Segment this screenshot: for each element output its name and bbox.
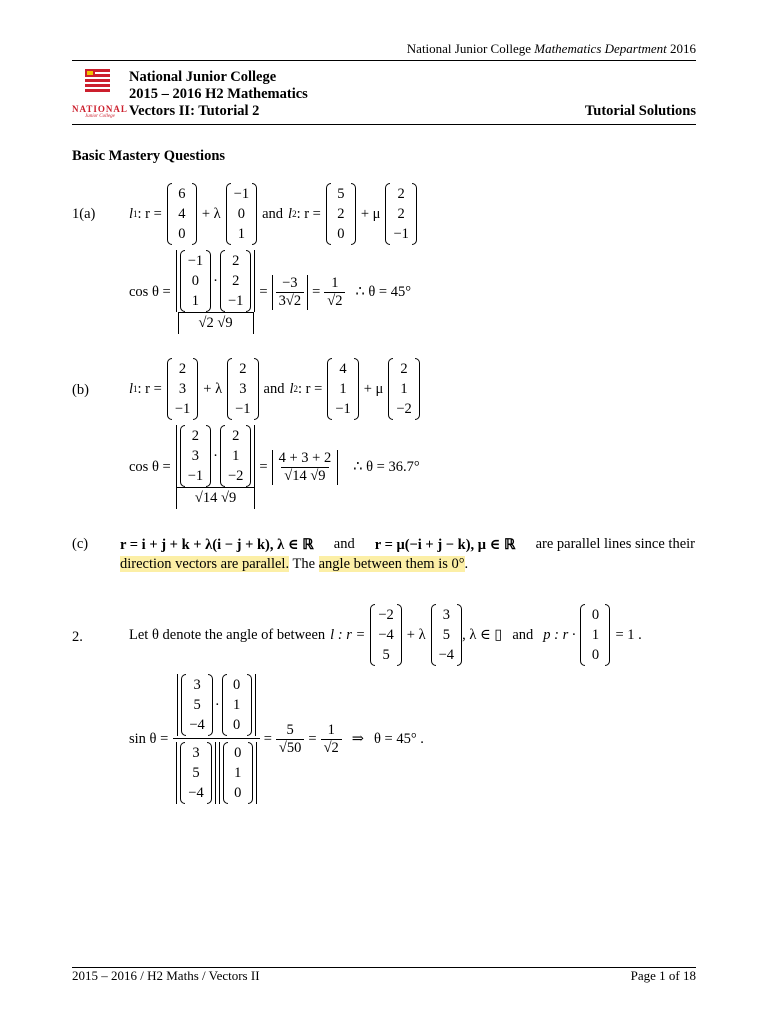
matrix-cell: 1 [191,293,200,309]
matrix-cell: −1 [235,401,251,417]
dir-vector-2 [220,425,251,487]
q1a-point-1 [167,183,197,245]
fraction-denominator: √14 √9 [281,467,328,485]
matrix-cell: −1 [393,226,409,242]
cos-fraction [176,250,256,334]
matrix-cell: 0 [337,226,345,242]
l1-symbol: l [129,380,134,397]
equals-sign: = [312,283,321,300]
matrix-cell: −4 [189,717,205,733]
matrix-cell: 1 [234,765,242,781]
matrix-cell: −1 [174,401,191,417]
equals-sign: = [263,730,272,747]
q1c-line-2 [120,556,468,573]
q2-normal [580,604,610,666]
matrix-cell: 0 [237,206,246,222]
fraction-numerator: 4 + 3 + 2 [278,449,332,466]
sin-fraction [173,674,259,804]
matrix-cell: 2 [337,206,345,222]
q1c-line-1 [120,536,695,554]
l1-symbol: l [129,205,134,222]
matrix-cell: 4 [339,361,347,377]
sin-simplified-fraction [321,722,342,757]
l1-subscript: 1 [133,384,138,394]
matrix-cell: 5 [193,697,201,713]
matrix-cell: −4 [378,627,394,643]
section-title: Basic Mastery Questions [72,148,226,164]
matrix-cell: 5 [382,647,390,663]
matrix-cell: 3 [178,381,187,397]
l1-colon-r: : r = [137,380,162,397]
q2-conclusion: θ = 45° . [373,730,424,747]
matrix-cell: 2 [232,428,240,444]
matrix-cell: 2 [232,253,240,269]
title-line-1: National Junior College [129,69,277,85]
matrix-cell: 5 [337,186,345,202]
dir-vector [181,674,212,736]
and-text: and [263,380,285,397]
matrix-cell: 1 [232,448,240,464]
matrix-cell: 2 [397,186,405,202]
matrix-cell: −4 [438,647,455,663]
college-logo [72,68,128,120]
q1c-period: . [464,556,469,572]
l2-subscript: 2 [292,209,297,219]
plus-mu: + μ [360,205,381,222]
header-rule [72,60,696,61]
l1-colon-r: : r = [137,205,162,222]
and-text: and [512,626,534,643]
matrix-cell: −1 [335,401,351,417]
matrix-cell: 2 [400,361,408,377]
fraction-denominator: √50 [276,739,304,757]
dir-vector-1 [180,425,211,487]
matrix-cell: 4 [178,206,186,222]
q1c-connector-text: The [289,556,319,572]
q1a-direction-2 [385,183,416,245]
logo-text: NATIONAL [72,104,128,114]
equals-sign: = [308,730,317,747]
line-equation-1: r = i + j + k + λ(i − j + k), λ ∈ ℝ [120,537,314,553]
matrix-cell: 3 [239,381,247,397]
matrix-cell: 1 [233,697,241,713]
q1b-direction-2 [388,358,419,420]
q2-point [370,604,401,666]
line-equation-2: r = μ(−i + j − k), μ ∈ ℝ [374,537,516,553]
q1b-cos-working [129,425,420,509]
implies-arrow: ⇒ [351,730,364,747]
abs-fraction [272,450,339,485]
and-text: and [333,536,355,552]
cos-theta: cos θ = [129,458,171,475]
cos-denominator: √14 √9 [176,487,255,509]
matrix-cell: 0 [591,647,600,663]
matrix-cell: 0 [234,785,242,801]
q1b-point-2 [327,358,358,420]
dot-operator: · [213,272,218,289]
q1c-label: (c) [72,536,89,552]
matrix-cell: 5 [192,765,200,781]
l2-subscript: 2 [293,384,299,394]
dir-vector-magnitude [180,742,211,804]
fraction-numerator: 1 [327,721,335,738]
matrix-cell: 1 [237,226,246,242]
plus-mu: + μ [363,380,384,397]
cos-fraction [176,425,256,509]
matrix-cell: 0 [234,745,242,761]
highlight-angle-zero: angle between them is 0° [318,556,465,572]
q1a-direction-1 [226,183,257,245]
normal-vector-magnitude [223,742,253,804]
q1a-label: 1(a) [72,206,96,222]
matrix-cell: 3 [442,607,450,623]
plus-lambda: + λ [406,626,426,643]
running-head-plain: National Junior College [406,41,535,56]
matrix-cell: −1 [187,468,204,484]
running-head [407,41,696,57]
tutorial-solutions-label: Tutorial Solutions [584,103,696,119]
plane-p-text: p : r · [543,626,576,643]
logo-subtext: Junior College [85,114,115,119]
q2-sin-working [129,674,424,804]
matrix-cell: 0 [591,607,600,623]
matrix-cell: −1 [227,293,244,309]
matrix-cell: −2 [378,607,394,623]
l2-symbol: l [288,205,293,222]
dot-operator: · [214,696,220,713]
matrix-cell: 2 [232,273,240,289]
sin-value-fraction [276,722,304,757]
highlight-direction-parallel: direction vectors are parallel. [120,556,290,572]
matrix-cell: −2 [227,468,244,484]
cos-denominator: √2 √9 [178,312,254,334]
q1a-cos-working [129,250,411,334]
q1a-point-2 [326,183,356,245]
q2-label: 2. [72,629,83,645]
matrix-cell: 0 [191,273,200,289]
dir-vector-2 [220,250,251,312]
fraction-denominator: √2 [321,739,342,757]
footer-left: 2015 – 2016 / H2 Maths / Vectors II [72,968,260,983]
title-line-2: 2015 – 2016 H2 Mathematics [129,86,308,102]
matrix-cell: 3 [191,448,200,464]
page-number: Page 1 of 18 [630,968,696,983]
fraction-denominator: √2 [324,292,345,310]
matrix-cell: −2 [396,401,412,417]
running-head-year: 2016 [666,41,696,56]
fraction-numerator: 5 [286,721,294,738]
running-head-italic: Mathematics Department [534,41,667,56]
l1-subscript: 1 [133,209,138,219]
matrix-cell: 1 [339,381,347,397]
matrix-cell: 1 [591,627,600,643]
fraction-numerator: 1 [331,274,339,291]
l2-colon-r: : r = [298,380,323,397]
q1c-statement: are parallel lines since their [535,536,695,552]
cos-theta: cos θ = [129,283,171,300]
q1a-conclusion: ∴ θ = 45° [355,283,412,300]
q1b-label: (b) [72,382,89,398]
q1a-lines [129,183,417,245]
matrix-cell: 0 [233,677,241,693]
q2-statement [129,604,642,666]
matrix-cell: 3 [192,745,200,761]
dir-vector-1 [180,250,211,312]
matrix-cell: 5 [442,627,450,643]
q2-direction [431,604,462,666]
title-rule [72,124,696,125]
plane-equals-one: = 1 . [615,626,642,643]
title-line-3: Vectors II: Tutorial 2 [129,103,260,119]
sin-theta: sin θ = [129,730,169,747]
q1b-direction-1 [227,358,258,420]
q1b-conclusion: ∴ θ = 36.7° [353,458,420,475]
abs-fraction [272,275,308,310]
and-text: and [262,205,284,222]
matrix-cell: 2 [178,361,187,377]
line-l-text: l : r = [330,626,366,643]
q2-text: Let θ denote the angle of between [129,626,326,643]
q1b-point-1 [167,358,198,420]
matrix-cell: 6 [178,186,186,202]
simplified-fraction [324,275,345,310]
l2-colon-r: : r = [296,205,321,222]
matrix-cell: −1 [187,253,204,269]
equals-sign: = [259,283,268,300]
fraction-numerator: −3 [282,274,298,291]
matrix-cell: 3 [193,677,201,693]
matrix-cell: 2 [191,428,200,444]
fraction-denominator: 3√2 [276,292,304,310]
l2-symbol: l [289,380,294,397]
matrix-cell: 2 [239,361,247,377]
normal-vector [222,674,252,736]
q1b-lines [129,358,420,420]
dot-operator: · [213,447,218,464]
matrix-cell: 2 [397,206,405,222]
equals-sign: = [259,458,268,475]
plus-lambda: + λ [201,205,221,222]
matrix-cell: 1 [400,381,408,397]
matrix-cell: 0 [233,717,241,733]
plus-lambda: + λ [203,380,223,397]
matrix-cell: −1 [233,186,250,202]
matrix-cell: −4 [188,785,204,801]
lambda-domain: , λ ∈ ▯ [462,626,503,643]
matrix-cell: 0 [178,226,186,242]
